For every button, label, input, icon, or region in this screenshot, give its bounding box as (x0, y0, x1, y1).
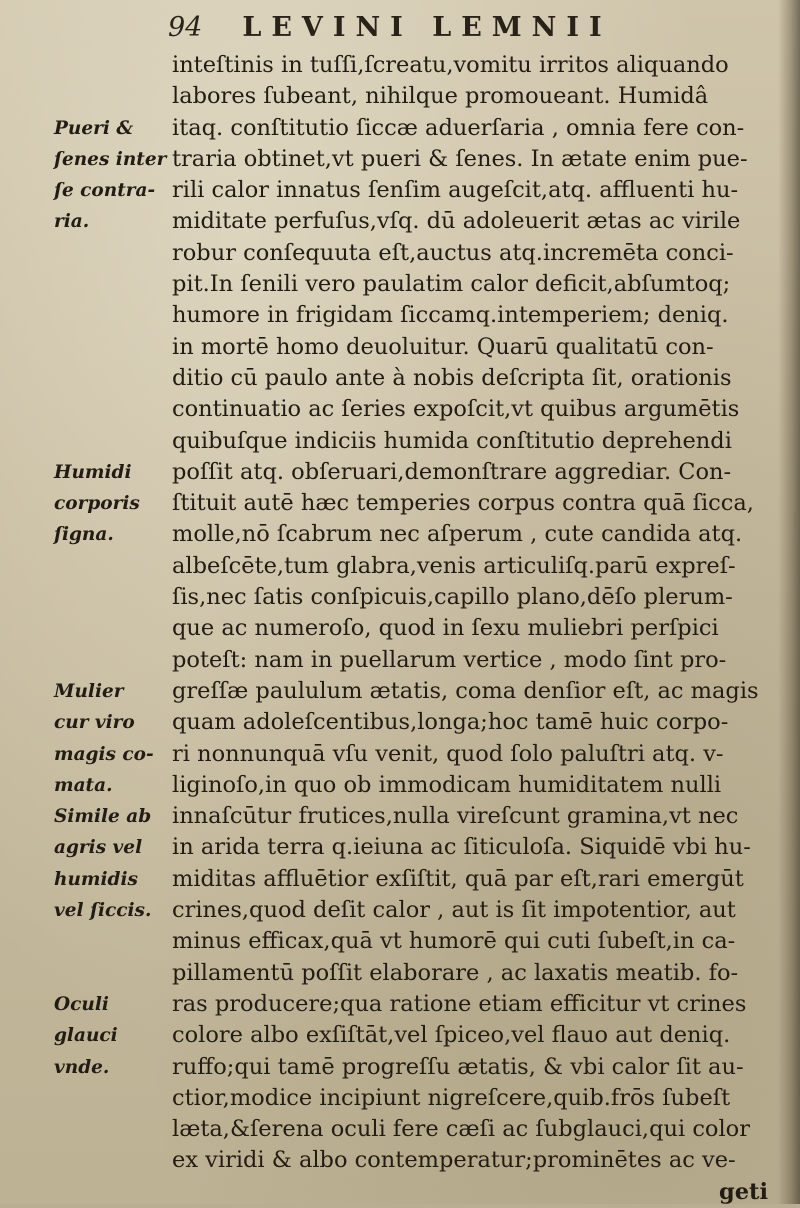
running-header (168, 12, 612, 52)
catchword: geti (719, 1178, 768, 1205)
text-line: ſis,nec ſatis conſpicuis,capillo plano,dēſo plerum- (172, 584, 733, 611)
text-line: humore in frigidam ſiccamq.intemperiem; deniq. (172, 302, 729, 329)
marginal-note-line: Mulier (54, 681, 124, 702)
text-line: miditas affluētior exſiſtit, quā par eſt,rari emergūt (172, 865, 744, 892)
text-line: in arida terra q.ieiuna ac ſiticuloſa. Siquidē vbi hu- (172, 834, 751, 861)
marginal-note-line: vnde. (54, 1056, 110, 1078)
marginal-note-line: ria. (54, 211, 90, 233)
marginal-note (54, 676, 172, 801)
main-text-block (172, 50, 782, 1208)
text-line: miditate perfuſus,vſq. dū adoleuerit ætas ac virile (172, 208, 741, 235)
marginal-note (54, 989, 172, 1083)
text-line: molle,nō ſcabrum nec aſperum , cute candida atq. (172, 521, 743, 548)
text-line: quam adoleſcentibus,longa;hoc tamē huic corpo- (172, 709, 729, 736)
text-line: ditio cū paulo ante à nobis deſcripta ſit, orationis (172, 364, 732, 391)
marginal-note-line: vel ſiccis. (54, 900, 152, 922)
text-line: ruffo;qui tamē progreſſu ætatis, & vbi calor ſit au- (172, 1053, 744, 1080)
text-line: poſſit atq. obſeruari,demonſtrare aggrediar. Con- (172, 458, 732, 485)
marginal-note (54, 457, 172, 551)
text-line: crines,quod deſit calor , aut is ſit impotentior, aut (172, 897, 736, 924)
page-number: 94 (168, 12, 203, 43)
marginal-note-line: glauci (54, 1025, 118, 1047)
running-head-title: LEVINI LEMNII (242, 12, 612, 43)
text-line: greſſæ paululum ætatis, coma denſior eſt, ac magis (172, 677, 759, 704)
text-line: labores ſubeant, nihilque promoueant. Humidâ (172, 83, 709, 110)
marginal-note-line: magis co- (54, 743, 154, 765)
marginal-note-line: ſigna. (54, 524, 114, 546)
marginal-note-line: Simile ab (54, 806, 152, 828)
text-line: ex viridi & albo contemperatur;prominētes ac ve- (172, 1147, 736, 1174)
text-line: quibuſque indiciis humida conſtitutio deprehendi (172, 427, 732, 454)
marginal-note-line: Pueri & (54, 117, 134, 139)
text-line: itaq. conſtitutio ſiccæ aduerſaria , omnia fere con- (172, 114, 745, 141)
marginal-note-line: cur viro (54, 712, 135, 734)
text-line: ctior,modice incipiunt nigreſcere,quib.frōs ſubeſt (172, 1084, 731, 1111)
marginal-note-line: humidis (54, 868, 138, 890)
marginal-note-line: Humidi (54, 461, 132, 483)
marginal-note (54, 801, 172, 926)
text-line: læta,&ſerena oculi fere cæſi ac ſubglauci,qui color (172, 1116, 750, 1143)
text-line: robur conſequuta eſt,auctus atq.incremēta conci- (172, 239, 734, 266)
text-line: colore albo exſiſtāt,vel ſpiceo,vel flauo aut deniq. (172, 1022, 731, 1049)
text-line: continuatio ac ſeries expoſcit,vt quibus argumētis (172, 396, 740, 423)
text-line: ras producere;qua ratione etiam efficitur vt crines (172, 990, 747, 1017)
text-line: innaſcūtur frutices,nulla vireſcunt gramina,vt nec (172, 803, 739, 830)
text-line: liginoſo,in quo ob immodicam humiditatem nulli (172, 771, 722, 798)
text-line: pillamentū poſſit elaborare , ac laxatis meatib. fo- (172, 959, 739, 986)
text-line: ſtituit autē hæc temperies corpus contra quā ſicca, (172, 490, 754, 517)
text-line: inteſtinis in tuſſi,ſcreatu,vomitu irritos aliquando (172, 52, 729, 78)
marginal-note-line: ſenes inter (54, 148, 167, 170)
marginal-note-line: mata. (54, 774, 113, 796)
marginal-note-line: ſe contra- (54, 180, 156, 202)
marginal-note-line: agris vel (54, 837, 143, 859)
text-line: pit.In ſenili vero paulatim calor deficit,abſumtoq; (172, 271, 731, 298)
text-line: minus efficax,quā vt humorē qui cuti ſubeſt,in ca- (172, 928, 736, 955)
marginal-note-line: corporis (54, 493, 140, 515)
marginal-note (54, 113, 172, 238)
text-line: ri nonnunquā vſu venit, quod ſolo paluſtri atq. v- (172, 740, 724, 767)
text-line: albeſcēte,tum glabra,venis articuliſq.parū expreſ- (172, 552, 736, 579)
marginal-note-line: Oculi (54, 994, 109, 1015)
text-line: traria obtinet,vt pueri & ſenes. In ætate enim pue- (172, 145, 748, 172)
text-line: que ac numeroſo, quod in ſexu muliebri perſpici (172, 615, 719, 642)
text-line: rili calor innatus ſenſim augeſcit,atq. affluenti hu- (172, 177, 739, 204)
text-line: poteſt: nam in puellarum vertice , modo ſint pro- (172, 646, 727, 673)
text-line: in mortē homo deuoluitur. Quarū qualitatū con- (172, 333, 714, 360)
